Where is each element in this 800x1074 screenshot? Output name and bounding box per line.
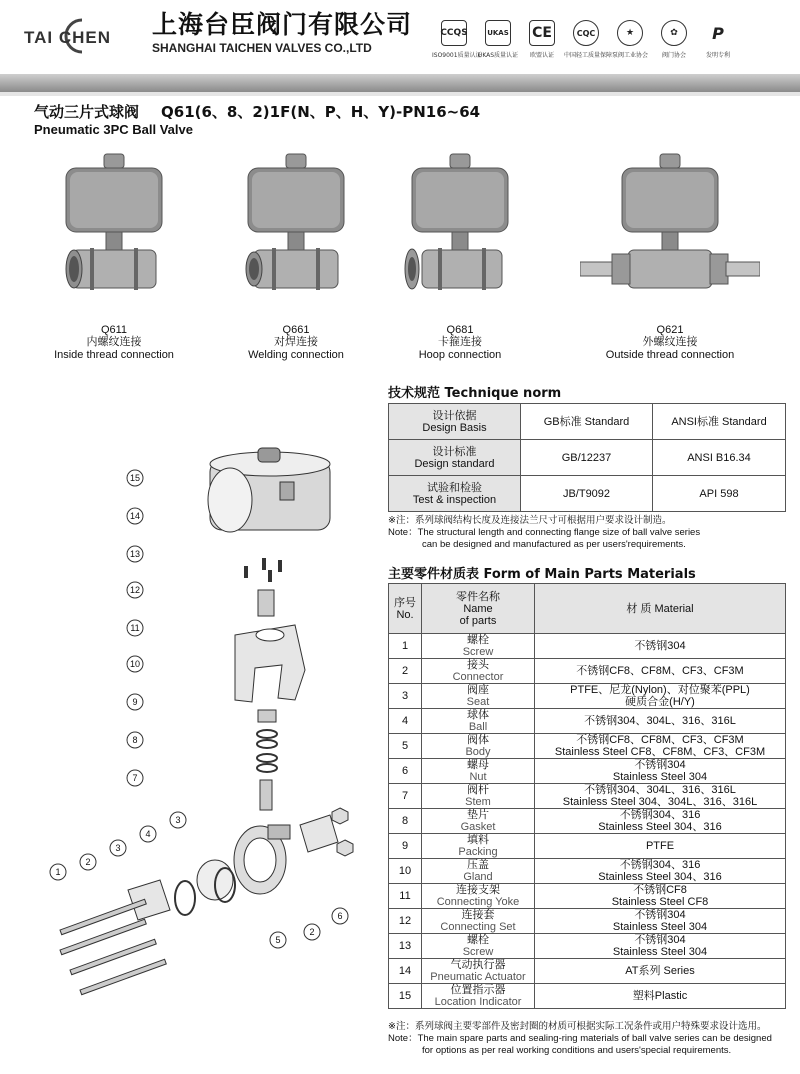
yoke-part <box>235 625 305 702</box>
product-q661: Q661 对焊连接 Welding connection <box>206 150 386 362</box>
valve-welding-image <box>236 150 356 318</box>
callout-label: 10 <box>129 659 141 669</box>
company-name-en: SHANGHAI TAICHEN VALVES CO.,LTD <box>152 41 372 55</box>
table-row: 5 阀体 Body 不锈钢CF8、CF8M、CF3、CF3M Stainless Steel CF8、CF8M、CF3、CF3M <box>389 734 786 759</box>
valve-outside-thread-image <box>580 150 760 318</box>
callout-label: 6 <box>337 911 343 921</box>
stem-part <box>260 780 272 810</box>
header-divider-line <box>0 92 800 96</box>
materials-note: ※注：系列球阀主要零部件及密封圈的材质可根据实际工况条件或用户特殊要求设计选用。 Note：The main spare parts and sealing-ring materials of ball valve series can be designed for options as per real working conditions and users'special requirements. <box>388 1021 772 1056</box>
connecting-set-part <box>258 590 274 616</box>
packing-part <box>257 730 277 738</box>
callout-label: 2 <box>309 927 315 937</box>
technique-note: ※注：系列球阀结构长度及连接法兰尺寸可根据用户要求设计制造。 Note：The structural length and connecting flange size of ball valve series can be designed and manufactured as per users'requirements. <box>388 515 701 550</box>
technique-norm-title: 技术规范 Technique norm <box>388 386 562 401</box>
callout-label: 13 <box>129 549 141 559</box>
materials-title: 主要零件材质表 Form of Main Parts Materials <box>388 567 696 582</box>
title-cn: 气动三片式球阀 <box>34 103 140 121</box>
table-row: 3 阀座 Seat PTFE、尼龙(Nylon)、对位聚苯(PPL) 硬质合金(H/Y) <box>389 684 786 709</box>
callout-label: 11 <box>130 623 140 633</box>
valve-hoop-image <box>400 150 520 318</box>
callout-label: 3 <box>175 815 181 825</box>
callout-label: 7 <box>132 773 138 783</box>
technique-norm-table <box>388 403 786 512</box>
company-name <box>152 10 412 56</box>
cert-patent: P 发明专利 <box>696 20 740 59</box>
callout-label: 9 <box>132 697 138 707</box>
ukas-icon: UKAS <box>485 20 511 46</box>
patent-icon: P <box>712 23 724 43</box>
certification-icons <box>432 20 740 59</box>
table-header-row: 序号 No. 零件名称 Name of parts 材 质 Material <box>389 584 786 634</box>
star-seal-icon: ★ <box>617 20 643 46</box>
table-row: 10 压盖 Gland 不锈钢304、316 Stainless Steel 304、316 <box>389 859 786 884</box>
table-row: 1 螺栓 Screw 不锈钢304 <box>389 634 786 659</box>
gasket-part <box>257 754 277 762</box>
page-header <box>0 0 800 74</box>
table-row: 2 接头 Connector 不锈钢CF8、CF8M、CF3、CF3M <box>389 659 786 684</box>
materials-table <box>388 583 786 1009</box>
gear-seal-icon: ✿ <box>661 20 687 46</box>
cert-ukas: UKAS UKAS质量认证 <box>476 20 520 59</box>
materials-body <box>389 634 786 1009</box>
product-q681: Q681 卡箍连接 Hoop connection <box>370 150 550 362</box>
page-title <box>34 101 480 122</box>
body-part <box>234 825 290 894</box>
callout-label: 14 <box>129 511 141 521</box>
table-row: 7 阀杆 Stem 不锈钢304、304L、316、316L Stainless Steel 304、304L、316、316L <box>389 784 786 809</box>
svg-text:TAI CHEN: TAI CHEN <box>24 28 112 47</box>
cert-pump-valve-assoc: ★ 泵阀工业协会 <box>608 20 652 59</box>
company-name-cn: 上海台臣阀门有限公司 <box>152 10 413 39</box>
cert-iso9001: CCQS ISO9001质量认证 <box>432 20 476 59</box>
callout-label: 15 <box>129 473 141 483</box>
cert-cqc: CQC 中国轻工质量保障 <box>564 20 608 59</box>
gland-part <box>258 710 276 722</box>
table-row: 设计标准 Design standard GB/12237 ANSI B16.34 <box>389 440 786 476</box>
ccqs-icon: CCQS <box>441 20 467 46</box>
table-row: 11 连接支架 Connecting Yoke 不锈钢CF8 Stainless Steel CF8 <box>389 884 786 909</box>
callout-label: 4 <box>145 829 151 839</box>
taichen-logo <box>24 16 142 56</box>
callout-label: 3 <box>115 843 121 853</box>
table-row: 试验和检验 Test & inspection JB/T9092 API 598 <box>389 476 786 512</box>
cert-ce: CE 欧盟认证 <box>520 20 564 59</box>
callout-label: 12 <box>129 585 141 595</box>
header-divider-bar <box>0 74 800 92</box>
callout-label: 8 <box>132 735 138 745</box>
cert-valve-assoc: ✿ 阀门协会 <box>652 20 696 59</box>
connector-part <box>128 815 338 920</box>
ce-icon: CE <box>529 20 555 46</box>
exploded-view-diagram <box>30 430 370 1010</box>
cqc-icon: CQC <box>573 20 599 46</box>
exploded-view-svg <box>30 430 370 1010</box>
callout-label: 1 <box>55 867 61 877</box>
valve-inside-thread-image <box>54 150 174 318</box>
product-q621: Q621 外螺纹连接 Outside thread connection <box>580 150 760 362</box>
table-row: 15 位置指示器 Location Indicator 塑料Plastic <box>389 984 786 1009</box>
page-subtitle: Pneumatic 3PC Ball Valve <box>34 122 193 137</box>
product-q611: Q611 内螺纹连接 Inside thread connection <box>24 150 204 362</box>
seat-part <box>175 881 195 915</box>
title-model: Q61(6、8、2)1F(N、P、H、Y)-PN16~64 <box>161 103 481 121</box>
table-row: 14 气动执行器 Pneumatic Actuator AT系列 Series <box>389 959 786 984</box>
screws-part <box>244 558 282 582</box>
table-row: 12 连接套 Connecting Set 不锈钢304 Stainless Steel 304 <box>389 909 786 934</box>
callout-label: 5 <box>275 935 281 945</box>
table-row: 6 螺母 Nut 不锈钢304 Stainless Steel 304 <box>389 759 786 784</box>
table-row: 9 填料 Packing PTFE <box>389 834 786 859</box>
table-row: 13 螺栓 Screw 不锈钢304 Stainless Steel 304 <box>389 934 786 959</box>
table-row: 设计依据 Design Basis GB标准 Standard ANSI标准 Standard <box>389 404 786 440</box>
table-row: 4 球体 Ball 不锈钢304、304L、316、316L <box>389 709 786 734</box>
actuator-part <box>208 448 330 532</box>
callout-label: 2 <box>85 857 91 867</box>
table-row: 8 垫片 Gasket 不锈钢304、316 Stainless Steel 304、316 <box>389 809 786 834</box>
